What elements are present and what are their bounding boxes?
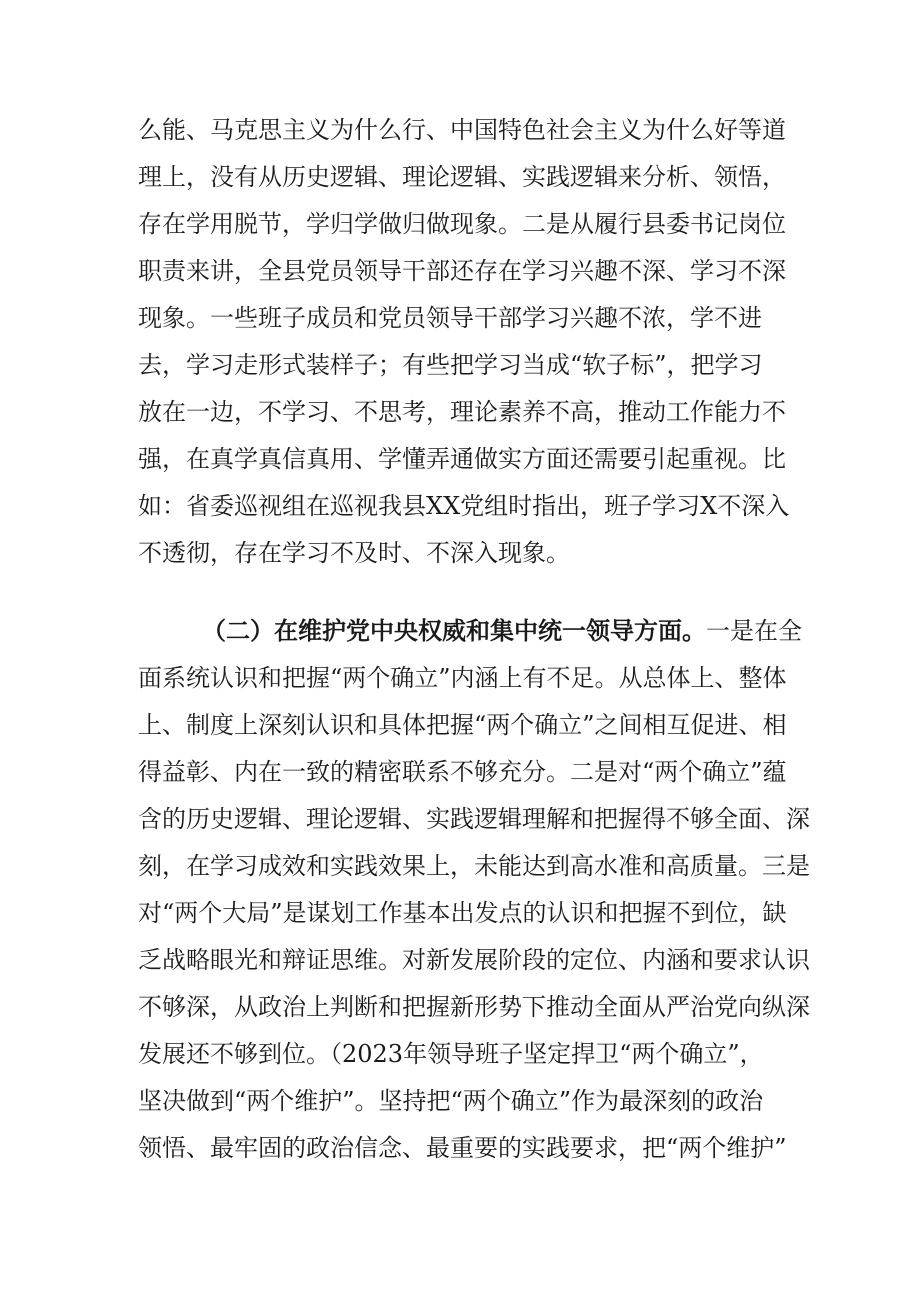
paragraph-1-line-8: 强，在真学真信真用、学懂弄通做实方面还需要引起重视。比 bbox=[138, 445, 786, 473]
paragraph-2-line-3: 上、制度上深刻认识和具体把握“两个确立”之间相互促进、相 bbox=[138, 711, 787, 739]
paragraph-2-line-6: 刻，在学习成效和实践效果上，未能达到高水准和高质量。三是 bbox=[138, 852, 810, 880]
paragraph-1-line-6: 去，学习走形式装样子；有些把学习当成“软子标”，把学习 bbox=[138, 351, 763, 379]
paragraph-1-line-4: 职责来讲，全县党员领导干部还存在学习兴趣不深、学习不深 bbox=[138, 257, 786, 285]
paragraph-2-line-11: 坚决做到“两个维护”。坚持把“两个确立”作为最深刻的政治 bbox=[138, 1087, 764, 1115]
paragraph-1-line-9: 如：省委巡视组在巡视我县XX党组时指出，班子学习X不深入 bbox=[138, 492, 790, 520]
paragraph-2-line-12: 领悟、最牢固的政治信念、最重要的实践要求，把“两个维护” bbox=[138, 1134, 787, 1162]
paragraph-1-line-2: 理上，没有从历史逻辑、理论逻辑、实践逻辑来分析、领悟， bbox=[138, 163, 786, 191]
paragraph-2-line-1-rest: 一是在全 bbox=[706, 617, 802, 645]
paragraph-1-line-10: 不透彻，存在学习不及时、不深入现象。 bbox=[138, 539, 570, 567]
paragraph-1-line-1: 么能、马克思主义为什么行、中国特色社会主义为什么好等道 bbox=[138, 116, 786, 144]
paragraph-2-line-1 bbox=[202, 609, 802, 653]
paragraph-2-line-4: 得益彰、内在一致的精密联系不够充分。二是对“两个确立”蕴 bbox=[138, 758, 787, 786]
paragraph-2-line-10: 发展还不够到位。（2023年领导班子坚定捍卫“两个确立”， bbox=[138, 1040, 764, 1068]
paragraph-2-line-5: 含的历史逻辑、理论逻辑、实践逻辑理解和把握得不够全面、深 bbox=[138, 805, 810, 833]
paragraph-1-line-5: 现象。一些班子成员和党员领导干部学习兴趣不浓，学不进 bbox=[138, 304, 762, 332]
paragraph-2-line-9: 不够深，从政治上判断和把握新形势下推动全面从严治党向纵深 bbox=[138, 993, 810, 1021]
paragraph-2-line-7: 对“两个大局”是谋划工作基本出发点的认识和把握不到位，缺 bbox=[138, 899, 787, 927]
paragraph-2-line-2: 面系统认识和把握“两个确立”内涵上有不足。从总体上、整体 bbox=[138, 664, 787, 692]
paragraph-2-line-8: 乏战略眼光和辩证思维。对新发展阶段的定位、内涵和要求认识 bbox=[138, 946, 810, 974]
paragraph-1-line-7: 放在一边，不学习、不思考，理论素养不高，推动工作能力不 bbox=[138, 398, 786, 426]
paragraph-1-line-3: 存在学用脱节，学归学做归做现象。二是从履行县委书记岗位 bbox=[138, 210, 786, 238]
section-heading: （二）在维护党中央权威和集中统一领导方面。 bbox=[202, 616, 706, 645]
